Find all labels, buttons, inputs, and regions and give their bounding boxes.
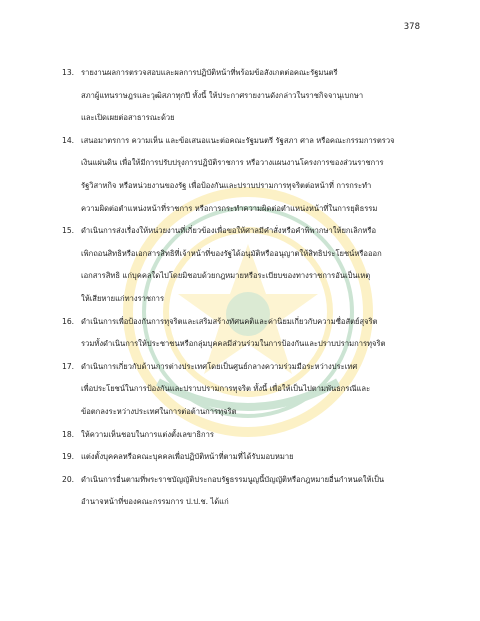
text-line: ให้ความเห็นชอบในการแต่งตั้งเลขาธิการ bbox=[81, 429, 214, 439]
list-item-text bbox=[81, 469, 422, 514]
text-line: เสนอมาตรการ ความเห็น และข้อเสนอแนะต่อคณะรัฐมนตรี รัฐสภา ศาล หรือคณะกรรมการตรวจ bbox=[81, 135, 395, 145]
list-item-number: 20. bbox=[62, 474, 75, 484]
text-line: ข้อตกลงระหว่างประเทศในการต่อต้านการทุจริต bbox=[81, 406, 237, 416]
list-item-text bbox=[81, 130, 422, 220]
list-item-number: 14. bbox=[62, 135, 75, 145]
text-line: และเปิดเผยต่อสาธารณะด้วย bbox=[81, 113, 175, 123]
text-line: รวมทั้งดำเนินการให้ประชาชนหรือกลุ่มบุคคลมีส่วนร่วมในการป้องกันและปราบปรามการทุจริต bbox=[81, 339, 386, 349]
list-item-number: 19. bbox=[62, 452, 75, 462]
text-line: เพิกถอนสิทธิหรือเอกสารสิทธิที่เจ้าหน้าที่ของรัฐได้อนุมัติหรืออนุญาตให้สิทธิประโยชน์หรือออก bbox=[81, 248, 382, 258]
text-line: ให้เสียหายแก่ทางราชการ bbox=[81, 293, 165, 303]
numbered-list bbox=[62, 62, 422, 514]
text-line: เงินแผ่นดิน เพื่อให้มีการปรับปรุงการปฏิบัติราชการ หรือวางแผนงานโครงการของส่วนราชการ bbox=[81, 158, 384, 168]
text-line: ดำเนินการส่งเรื่องให้หน่วยงานที่เกี่ยวข้องเพื่อขอให้ศาลมีคำสั่งหรือคำพิพากษาให้ยกเลิกหรือ bbox=[81, 226, 376, 236]
text-line: ดำเนินการเพื่อป้องกันการทุจริตและเสริมสร้างทัศนคติและค่านิยมเกี่ยวกับความซื่อสัตย์สุจริต bbox=[81, 316, 378, 326]
list-item-number: 15. bbox=[62, 226, 75, 236]
list-item bbox=[62, 311, 422, 356]
list-item-number: 18. bbox=[62, 429, 75, 439]
list-item bbox=[62, 446, 422, 469]
text-line: อำนาจหน้าที่ของคณะกรรมการ ป.ป.ช. ได้แก่ bbox=[81, 497, 229, 507]
text-line: รัฐวิสาหกิจ หรือหน่วยงานของรัฐ เพื่อป้องกันและปราบปรามการทุจริตต่อหน้าที่ การกระทำ bbox=[81, 180, 372, 190]
list-item-number: 17. bbox=[62, 361, 75, 371]
list-item-text bbox=[81, 424, 422, 447]
page-number: 378 bbox=[403, 22, 420, 32]
list-item bbox=[62, 356, 422, 424]
text-line: รายงานผลการตรวจสอบและผลการปฏิบัติหน้าที่พร้อมข้อสังเกตต่อคณะรัฐมนตรี bbox=[81, 68, 338, 77]
list-item bbox=[62, 469, 422, 514]
text-line: แต่งตั้งบุคคลหรือคณะบุคคลเพื่อปฏิบัติหน้าที่ตามที่ได้รับมอบหมาย bbox=[81, 452, 294, 462]
text-line: เพื่อประโยชน์ในการป้องกันและปราบปรามการทุจริต ทั้งนี้ เพื่อให้เป็นไปตามพันธกรณีและ bbox=[81, 384, 371, 394]
list-item-text bbox=[81, 311, 422, 356]
list-item bbox=[62, 220, 422, 310]
list-item-text bbox=[81, 356, 422, 424]
list-item bbox=[62, 130, 422, 220]
list-item-number: 16. bbox=[62, 316, 75, 326]
list-item-text bbox=[81, 446, 422, 469]
text-line: เอกสารสิทธิ แก่บุคคลใดไปโดยมิชอบด้วยกฎหมายหรือระเบียบของทางราชการอันเป็นเหตุ bbox=[81, 271, 371, 281]
text-line: ดำเนินการอื่นตามที่พระราชบัญญัติประกอบรัฐธรรมนูญนี้บัญญัติหรือกฎหมายอื่นกำหนดให้เป็น bbox=[81, 474, 385, 484]
text-line: ดำเนินการเกี่ยวกับด้านการต่างประเทศโดยเป็นศูนย์กลางความร่วมมือระหว่างประเทศ bbox=[81, 361, 358, 371]
list-item-text bbox=[81, 62, 422, 130]
text-line: สภาผู้แทนราษฎรและวุฒิสภาทุกปี ทั้งนี้ ให้ประกาศรายงานดังกล่าวในราชกิจจานุเบกษา bbox=[81, 90, 364, 100]
list-item bbox=[62, 62, 422, 130]
list-item-text bbox=[81, 220, 422, 310]
list-item bbox=[62, 424, 422, 447]
text-line: ความผิดต่อตำแหน่งหน้าที่ราชการ หรือการกระทำความผิดต่อตำแหน่งหน้าที่ในการยุติธรรม bbox=[81, 203, 378, 213]
list-item-number: 13. bbox=[62, 68, 75, 77]
